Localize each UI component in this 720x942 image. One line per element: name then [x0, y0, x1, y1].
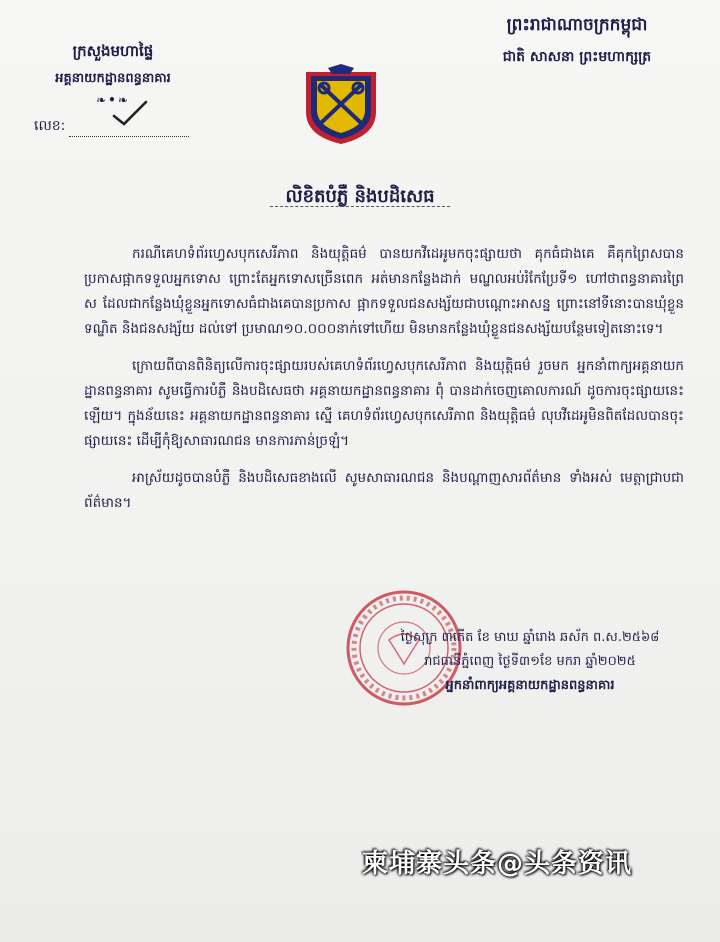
body-paragraph-2: ក្រោយពីបានពិនិត្យលើការចុះផ្សាយរបស់គេហទំព័រហ្វេសបុកសេរីភាព និងយុត្តិធម៌ រួចមក អ្នកនាំពាក្យអគ្គនាយកដ្ឋានពន្ធនាគារ សូមធ្វើការបំភ្លឺ និងបដិសេធថា អគ្គនាយកដ្ឋានពន្ធនាគារ ពុំ បានដាក់ចេញគោលការណ៍ ដូចការចុះផ្សាយនេះឡើយ។ ក្នុងន័យនេះ អគ្គនាយកដ្ឋានពន្ធនាគារ ស្នើ គេហទំព័រហ្វេសបុកសេរីភាព និងយុត្តិធម៌ លុបវីដេអូមិនពិតដែលបានចុះផ្សាយនេះ ដើម្បីកុំឱ្យសាធារណជន មានការភាន់ច្រឡំ។: [84, 358, 684, 449]
header-ornament: ❧•❧: [96, 93, 130, 107]
signatory-role: អ្នកនាំពាក្យអគ្គនាយកដ្ឋានពន្ធនាគារ: [445, 678, 615, 693]
body-paragraph-3: អាស្រ័យដូចបានបំភ្លឺ និងបដិសេធខាងលើ សូមសាធារណជន និងបណ្ដាញសារព័ត៌មាន ទាំងអស់ មេត្តាជ្រាបជាព័ត៌មាន។: [84, 470, 684, 511]
body-paragraph-1: ករណីគេហទំព័រហ្វេសបុកសេរីភាព និងយុត្តិធម៌ បានយកវីដេអូមកចុះផ្សាយថា គុកធំជាងគេ គឺគុកព្រៃសបានប្រកាសផ្អាកទទួលអ្នកទោស ព្រោះតែអ្នកទោសច្រើនពេក អត់មានកន្លែងដាក់ មណ្ឌលអប់រំកែប្រែទី១ ហៅថាពន្ធនាគារព្រៃ ស ដែលជាកន្លែងឃុំខ្លួនអ្នកទោសធំជាងគេបានប្រកាស ផ្អាកទទួលជនសង្ស័យជាបណ្ដោះអាសន្ន ព្រោះនៅទីនោះបានឃុំខ្លួនទណ្ឌិត និងជនសង្ស័យ ដល់ទៅ ប្រមាណ១០.០០០នាក់ទៅហើយ មិនមានកន្លែងឃុំខ្លួនជនសង្ស័យបន្ថែមទៀតនោះទេ។: [84, 246, 684, 337]
lunar-date: ថ្ងៃសុក្រ ៣កើត ខែ មាឃ ឆ្នាំរោង ឆស័ក ព.ស.២៥៦៨: [400, 630, 660, 645]
national-motto-header: [462, 14, 692, 68]
department-name: អគ្គនាយកដ្ឋានពន្ធនាគារ: [55, 71, 171, 86]
source-watermark: 柬埔寨头条@头条资讯: [362, 849, 633, 879]
document-body: [84, 242, 684, 528]
prison-department-emblem: [298, 64, 384, 146]
reference-label: លេខ:: [34, 118, 66, 134]
nation-religion-king-motto: ជាតិ សាសនា ព្រះមហាក្សត្រ: [502, 49, 652, 65]
ministry-header: [38, 42, 188, 107]
ministry-name: ក្រសួងមហាផ្ទៃ: [72, 42, 154, 60]
closing-date-block: [370, 626, 690, 698]
title-underline: [270, 206, 450, 207]
checkmark-icon: [110, 100, 150, 128]
document-title: លិខិតបំភ្លឺ និងបដិសេធ: [285, 186, 435, 207]
place-and-date: រាជធានីភ្នំពេញ ថ្ងៃទី៣១ខែ មករា ឆ្នាំ២០២៥: [424, 654, 636, 669]
kingdom-title: ព្រះរាជាណាចក្រកម្ពុជា: [506, 15, 648, 35]
